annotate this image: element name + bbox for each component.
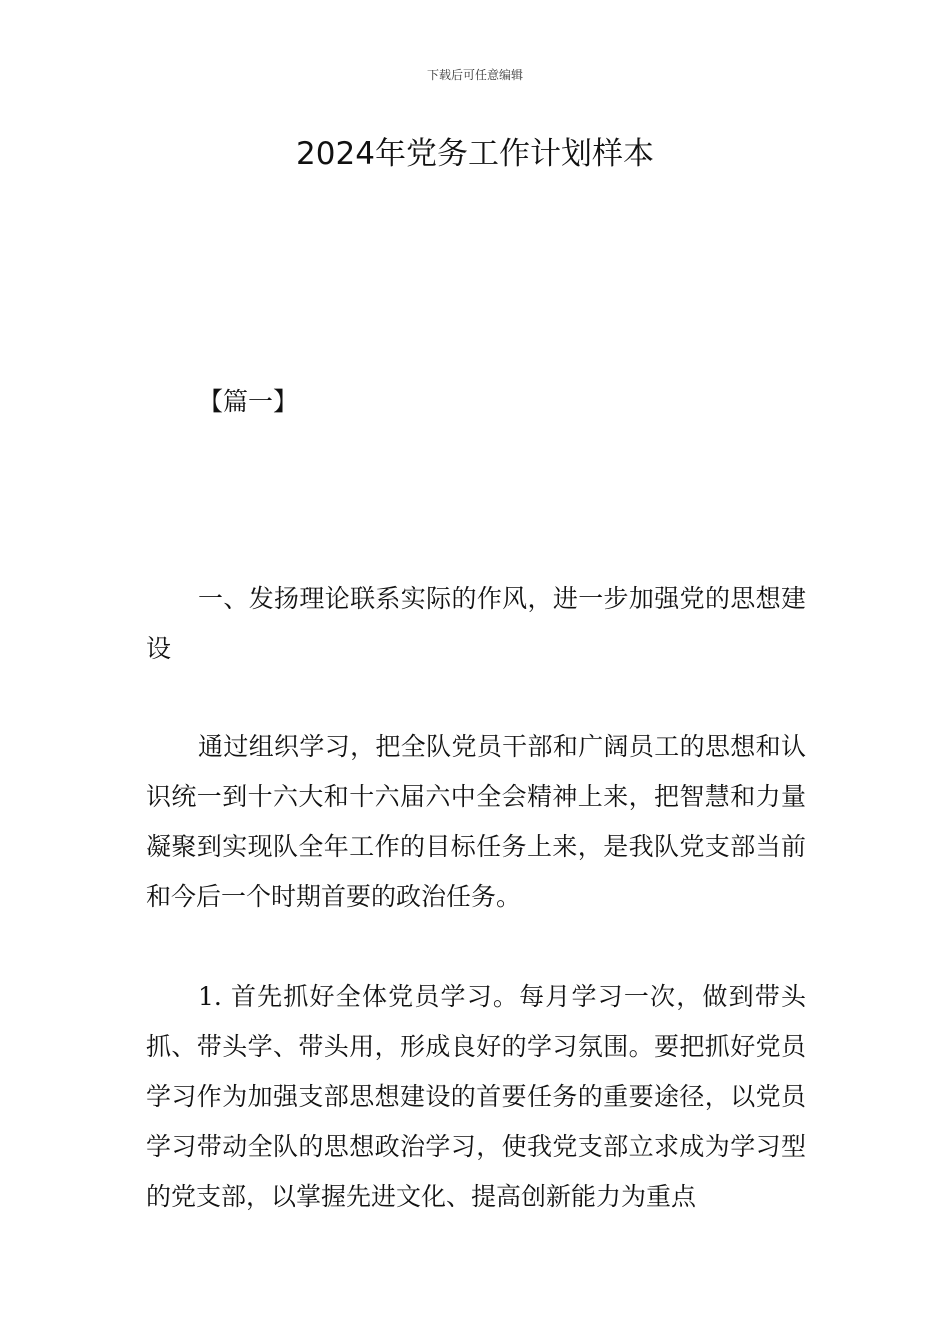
header-note: 下载后可任意编辑 <box>426 68 523 82</box>
intro-paragraph: 通过组织学习，把全队党员干部和广阔员工的思想和认识统一到十六大和十六届六中全会精神上来，把智慧和力量凝聚到实现队全年工作的目标任务上来，是我队党支部当前和今后一个时期首要的政治任务。 <box>146 732 806 911</box>
item-one-paragraph: 1. 首先抓好全体党员学习。每月学习一次，做到带头抓、带头学、带头用，形成良好的学习氛围。要把抓好党员学习作为加强支部思想建设的首要任务的重要途径，以党员学习带动全队的思想政治学习，使我党支部立求成为学习型的党支部，以掌握先进文化、提高创新能力为重点 <box>146 982 806 1211</box>
section-label: 【篇一】 <box>198 387 299 416</box>
section-heading-paragraph: 一、发扬理论联系实际的作风，进一步加强党的思想建设 <box>146 584 806 663</box>
page-title: 2024年党务工作计划样本 <box>296 136 654 172</box>
